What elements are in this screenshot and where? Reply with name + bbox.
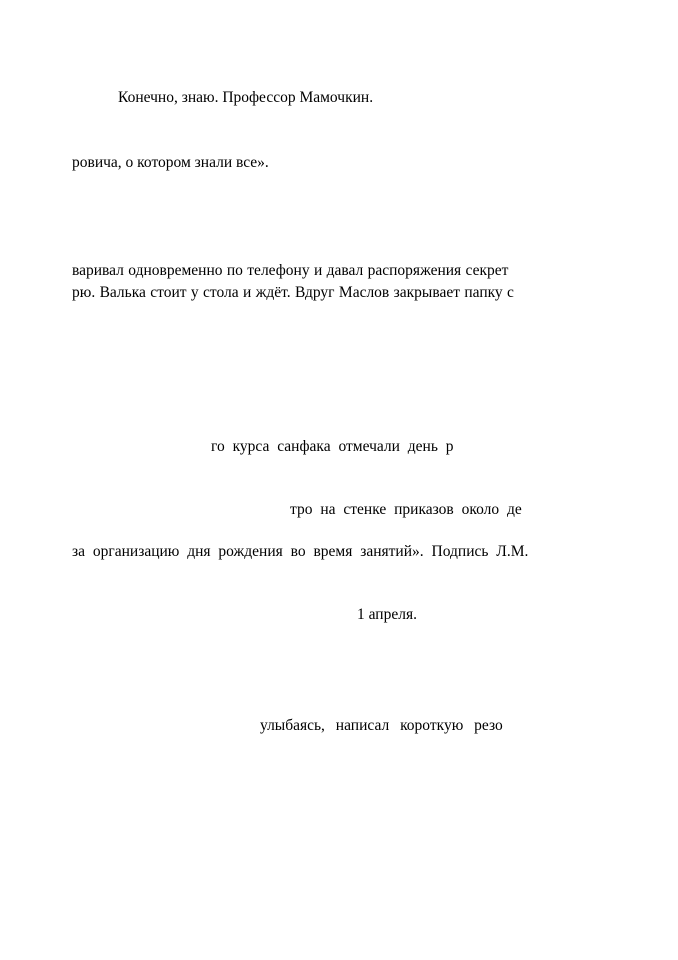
text-line: улыбаясь, написал короткую резо <box>260 717 503 734</box>
text-line: тро на стенке приказов около де <box>290 501 522 518</box>
text-line: за организацию дня рождения во время занятий». Подпись Л.М. <box>72 543 529 560</box>
text-line: ровича, о котором знали все». <box>72 154 269 171</box>
text-line: Конечно, знаю. Профессор Мамочкин. <box>118 89 374 106</box>
text-line: рю. Валька стоит у стола и ждёт. Вдруг Маслов закрывает папку с <box>72 284 514 301</box>
text-line: го курса санфака отмечали день р <box>211 438 454 455</box>
text-line: варивал одновременно по телефону и давал распоряжения секрет <box>72 262 509 279</box>
date-line: 1 апреля. <box>357 606 417 623</box>
